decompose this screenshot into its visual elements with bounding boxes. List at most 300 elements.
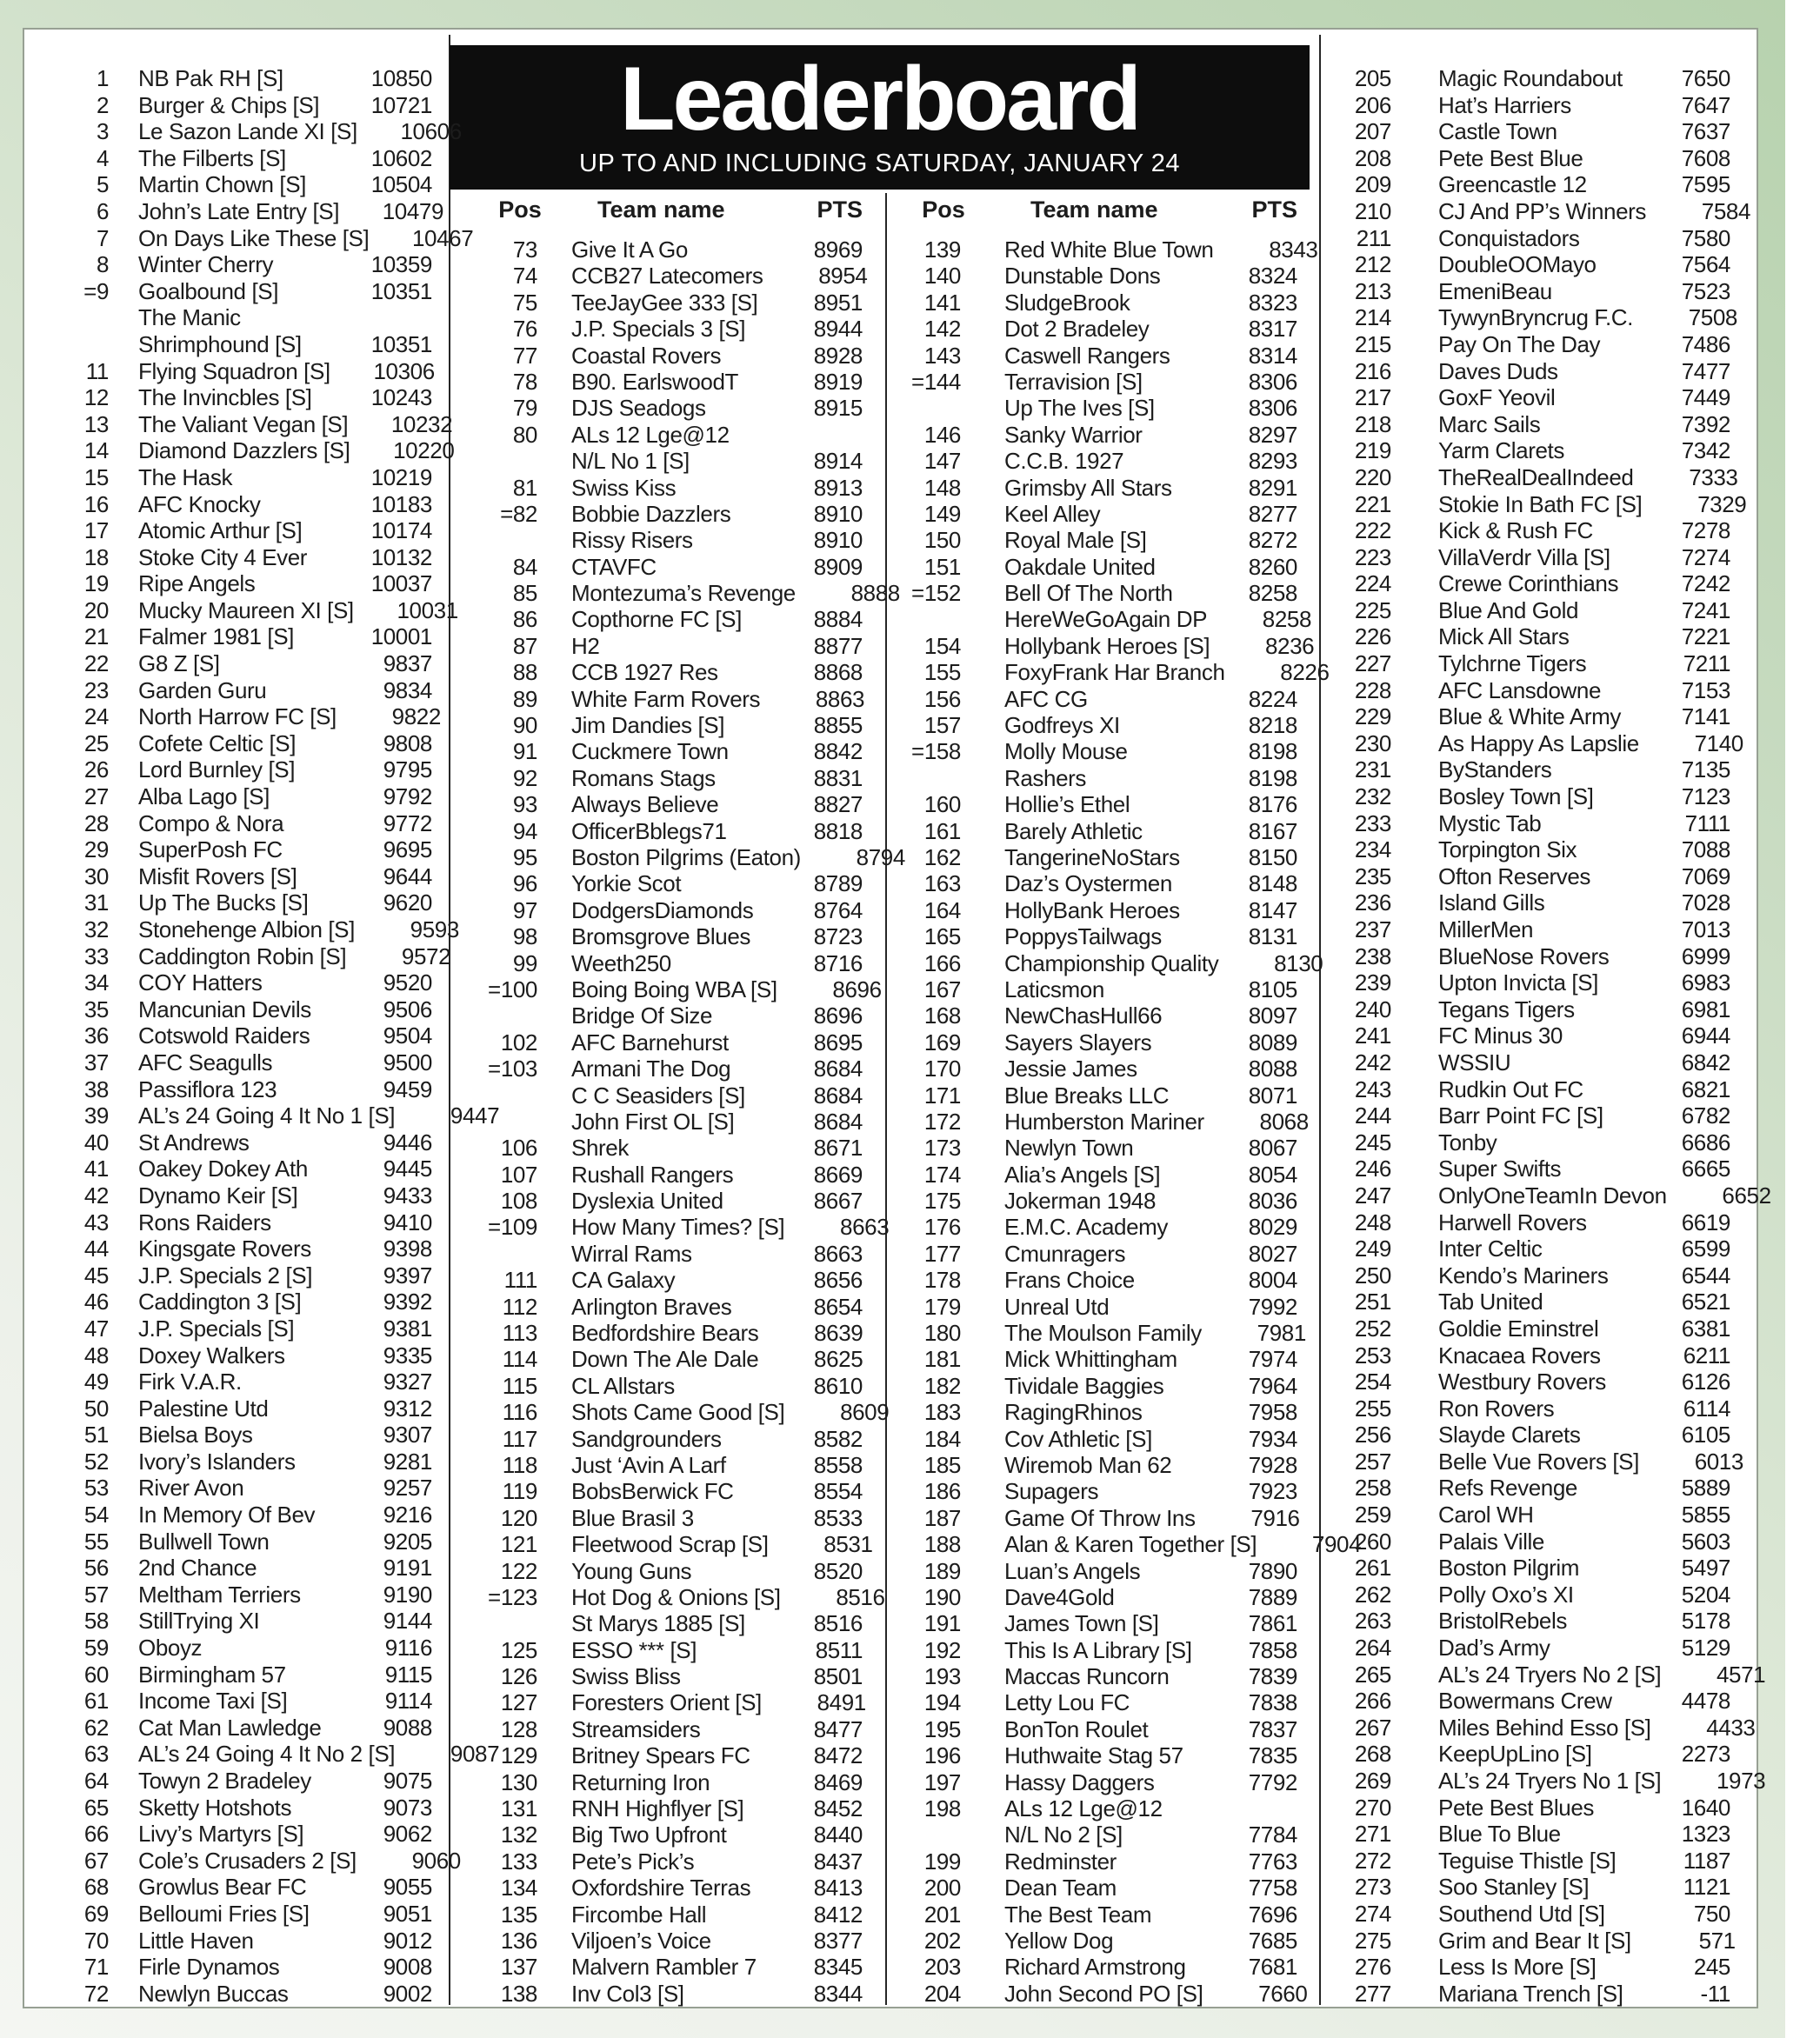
row-position: 58 bbox=[83, 1608, 109, 1635]
row-position: 1 bbox=[96, 65, 109, 91]
row-position: 264 bbox=[1354, 1635, 1391, 1662]
leaderboard-row bbox=[48, 1635, 432, 1662]
points: 8437 bbox=[813, 1848, 863, 1875]
leaderboard-row bbox=[48, 92, 432, 119]
leaderboard-row bbox=[48, 1289, 432, 1315]
row-position: 226 bbox=[1354, 623, 1391, 650]
leaderboard-row bbox=[477, 1478, 863, 1504]
row-position: 179 bbox=[923, 1293, 961, 1320]
row-position: 230 bbox=[1354, 729, 1391, 756]
leaderboard-row bbox=[48, 863, 432, 890]
leaderboard-row bbox=[477, 1531, 873, 1558]
row-position: 74 bbox=[512, 263, 537, 290]
leaderboard-row bbox=[48, 570, 432, 597]
points: 8625 bbox=[814, 1346, 863, 1373]
leaderboard-row bbox=[1330, 1475, 1730, 1502]
row-position: 139 bbox=[923, 236, 961, 263]
team-name: Conquistadors bbox=[1438, 224, 1580, 251]
points: 10351 bbox=[370, 330, 432, 357]
points: 7696 bbox=[1248, 1901, 1297, 1928]
row-position: 46 bbox=[83, 1289, 109, 1315]
points: 6126 bbox=[1681, 1369, 1730, 1395]
row-position: 218 bbox=[1354, 410, 1391, 437]
points: 8150 bbox=[1248, 843, 1297, 870]
points: 1121 bbox=[1683, 1874, 1730, 1901]
leaderboard-row bbox=[1330, 1422, 1730, 1449]
column-header-pts: PTS bbox=[817, 196, 863, 223]
row-position: 163 bbox=[923, 870, 961, 897]
row-position: 155 bbox=[923, 659, 961, 686]
row-position: 216 bbox=[1354, 357, 1391, 384]
leaderboard-row bbox=[1330, 1102, 1730, 1129]
row-position: 65 bbox=[83, 1794, 109, 1821]
team-name: Pay On The Day bbox=[1438, 330, 1601, 357]
leaderboard-row bbox=[1330, 836, 1730, 863]
team-name: PoppysTailwags bbox=[1004, 923, 1162, 950]
team-name: Tegans Tigers bbox=[1438, 996, 1575, 1022]
points: 8969 bbox=[813, 236, 863, 263]
points: 9075 bbox=[383, 1768, 432, 1794]
team-name: Tylchrne Tigers bbox=[1438, 650, 1587, 677]
team-name: Streamsiders bbox=[571, 1715, 701, 1742]
team-name: Teguise Thistle [S] bbox=[1438, 1847, 1617, 1874]
points: 8472 bbox=[813, 1742, 863, 1769]
points: 9327 bbox=[383, 1369, 432, 1395]
team-name: Wirral Rams bbox=[571, 1240, 692, 1267]
points: 9837 bbox=[383, 650, 432, 677]
row-position: 201 bbox=[923, 1901, 961, 1928]
team-name: Terravision [S] bbox=[1004, 368, 1143, 395]
team-name: Hassy Daggers bbox=[1004, 1768, 1155, 1795]
leaderboard-row bbox=[1330, 1741, 1730, 1768]
team-name: Bridge Of Size bbox=[571, 1002, 713, 1029]
row-position: 195 bbox=[923, 1715, 961, 1742]
points: 9695 bbox=[383, 836, 432, 863]
row-position: 160 bbox=[923, 791, 961, 818]
points: 8029 bbox=[1248, 1214, 1297, 1241]
points: 7861 bbox=[1248, 1610, 1297, 1637]
points: 8226 bbox=[1280, 659, 1330, 686]
points: 8789 bbox=[813, 870, 863, 897]
team-name: Ripe Angels bbox=[138, 570, 256, 597]
leaderboard-row bbox=[900, 1320, 1306, 1347]
leaderboard-row bbox=[1330, 171, 1730, 198]
team-name: River Avon bbox=[138, 1475, 244, 1502]
leaderboard-row bbox=[900, 1689, 1297, 1715]
leaderboard-row bbox=[900, 369, 1297, 395]
points: 9834 bbox=[383, 676, 432, 703]
points: 10606 bbox=[400, 118, 462, 145]
team-name: Fleetwood Scrap [S] bbox=[571, 1531, 769, 1558]
team-name: Maccas Runcorn bbox=[1004, 1663, 1170, 1690]
leaderboard-row bbox=[900, 923, 1297, 949]
row-position: 259 bbox=[1354, 1502, 1391, 1528]
row-position: 77 bbox=[512, 342, 537, 369]
row-position: 61 bbox=[83, 1688, 109, 1715]
leaderboard-row bbox=[1330, 92, 1730, 119]
team-name: Rissy Risers bbox=[571, 527, 693, 554]
points: 8258 bbox=[1248, 580, 1297, 607]
row-position: 40 bbox=[83, 1129, 109, 1156]
row-position: 15 bbox=[83, 463, 109, 490]
leaderboard-row bbox=[48, 544, 432, 571]
row-position: 134 bbox=[500, 1875, 537, 1901]
team-name: Little Haven bbox=[138, 1927, 254, 1954]
leaderboard-row bbox=[900, 395, 1297, 421]
team-name: Redminster bbox=[1004, 1848, 1117, 1875]
row-position: 261 bbox=[1354, 1555, 1391, 1582]
leaderboard-row bbox=[900, 1558, 1297, 1584]
points: 10220 bbox=[393, 437, 455, 464]
points: 5129 bbox=[1681, 1635, 1730, 1662]
row-position: 186 bbox=[923, 1478, 961, 1505]
points: 1973 bbox=[1716, 1768, 1766, 1794]
leaderboard-row bbox=[900, 976, 1297, 1002]
row-position: 95 bbox=[512, 843, 537, 870]
team-name: Always Believe bbox=[571, 791, 719, 818]
team-name: Inv Col3 [S] bbox=[571, 1980, 684, 2007]
team-name: Britney Spears FC bbox=[571, 1742, 750, 1769]
points: 9216 bbox=[383, 1502, 432, 1528]
points: 5204 bbox=[1681, 1581, 1730, 1608]
points: 7141 bbox=[1681, 703, 1730, 730]
points: 7140 bbox=[1694, 729, 1743, 756]
row-position: 248 bbox=[1354, 1209, 1391, 1235]
points: 7923 bbox=[1248, 1478, 1297, 1505]
points: 7637 bbox=[1681, 118, 1730, 145]
leaderboard-row bbox=[1330, 943, 1730, 970]
points: 5497 bbox=[1681, 1555, 1730, 1582]
team-name: Stokie In Bath FC [S] bbox=[1438, 490, 1643, 517]
points: 8696 bbox=[832, 976, 882, 1002]
team-name: HereWeGoAgain DP bbox=[1004, 606, 1208, 633]
leaderboard-row bbox=[48, 810, 432, 837]
points: 8910 bbox=[813, 500, 863, 527]
row-position: 187 bbox=[923, 1504, 961, 1531]
leaderboard-row bbox=[900, 1928, 1297, 1954]
points: 7934 bbox=[1248, 1425, 1297, 1452]
points: 10359 bbox=[370, 251, 432, 278]
points: 8831 bbox=[813, 764, 863, 791]
points: 7584 bbox=[1701, 197, 1751, 224]
points: 4478 bbox=[1681, 1688, 1730, 1715]
leaderboard-row bbox=[48, 1475, 432, 1502]
team-name: CJ And PP’s Winners bbox=[1438, 197, 1647, 224]
row-position: 45 bbox=[83, 1262, 109, 1289]
row-position: 256 bbox=[1354, 1422, 1391, 1449]
team-name: AFC Knocky bbox=[138, 490, 261, 517]
leaderboard-row bbox=[900, 475, 1297, 501]
team-name: Mystic Tab bbox=[1438, 809, 1542, 836]
team-name: ESSO *** [S] bbox=[571, 1636, 697, 1663]
team-name: Cuckmere Town bbox=[571, 738, 729, 765]
team-name: DodgersDiamonds bbox=[571, 896, 754, 923]
points: 5855 bbox=[1681, 1502, 1730, 1528]
leaderboard-row bbox=[48, 464, 432, 491]
team-name: Alba Lago [S] bbox=[138, 783, 270, 810]
points: 8696 bbox=[813, 1002, 863, 1029]
leaderboard-row bbox=[1330, 331, 1730, 358]
row-position: 48 bbox=[83, 1342, 109, 1369]
points: 8695 bbox=[813, 1029, 863, 1056]
team-name: The Filberts [S] bbox=[138, 144, 286, 171]
row-position: 180 bbox=[923, 1320, 961, 1347]
points: 6114 bbox=[1683, 1395, 1730, 1422]
row-position: 73 bbox=[512, 236, 537, 263]
points: 8377 bbox=[813, 1928, 863, 1954]
row-position: 251 bbox=[1354, 1289, 1391, 1315]
points: 8684 bbox=[813, 1082, 863, 1109]
row-position: 267 bbox=[1354, 1714, 1391, 1741]
team-name: Goldie Eminstrel bbox=[1438, 1315, 1599, 1342]
team-name: Belloumi Fries [S] bbox=[138, 1900, 310, 1927]
leaderboard-row bbox=[1330, 411, 1730, 438]
team-name: Towyn 2 Bradeley bbox=[138, 1768, 311, 1794]
row-position: 192 bbox=[923, 1636, 961, 1663]
team-name: This Is A Library [S] bbox=[1004, 1636, 1192, 1663]
team-name: Wiremob Man 62 bbox=[1004, 1451, 1172, 1478]
row-position: 161 bbox=[923, 817, 961, 844]
leaderboard-row bbox=[1330, 1022, 1730, 1049]
points: 9205 bbox=[383, 1528, 432, 1555]
points: 8919 bbox=[813, 368, 863, 395]
team-name: Goalbound [S] bbox=[138, 277, 279, 304]
team-name: Daz’s Oystermen bbox=[1004, 870, 1172, 897]
leaderboard-row bbox=[48, 1022, 432, 1049]
team-name: Kick & Rush FC bbox=[1438, 517, 1593, 544]
leaderboard-row bbox=[900, 580, 1297, 606]
points: 7111 bbox=[1684, 809, 1730, 836]
points: 6619 bbox=[1681, 1209, 1730, 1235]
points: 8293 bbox=[1248, 448, 1297, 475]
points: 9312 bbox=[383, 1395, 432, 1422]
team-name: Oxfordshire Terras bbox=[571, 1875, 751, 1901]
team-name: AFC Lansdowne bbox=[1438, 676, 1602, 703]
team-name: Miles Behind Esso [S] bbox=[1438, 1714, 1651, 1741]
points: 7685 bbox=[1248, 1928, 1297, 1954]
points: 7333 bbox=[1689, 463, 1738, 490]
points: 8147 bbox=[1248, 896, 1297, 923]
team-name: Luan’s Angels bbox=[1004, 1557, 1141, 1584]
row-position: 116 bbox=[502, 1399, 537, 1426]
team-name: Misfit Rovers [S] bbox=[138, 862, 297, 889]
points: 8663 bbox=[840, 1214, 890, 1241]
row-position: 209 bbox=[1354, 171, 1391, 198]
points: 8260 bbox=[1248, 553, 1297, 580]
leaderboard-row bbox=[477, 290, 863, 316]
points: 8345 bbox=[813, 1954, 863, 1981]
team-name: Marc Sails bbox=[1438, 410, 1541, 437]
team-name: Ofton Reserves bbox=[1438, 862, 1591, 889]
leaderboard-row bbox=[1330, 65, 1730, 92]
team-name: Alia’s Angels [S] bbox=[1004, 1161, 1161, 1188]
row-position: 133 bbox=[500, 1848, 537, 1875]
points: 8413 bbox=[813, 1875, 863, 1901]
row-position: 93 bbox=[512, 791, 537, 818]
row-position: 154 bbox=[923, 632, 961, 659]
team-name: Just ‘Avin A Larf bbox=[571, 1451, 726, 1478]
points: 10479 bbox=[382, 197, 444, 224]
leaderboard-row bbox=[900, 1954, 1297, 1980]
row-position: =100 bbox=[488, 976, 537, 1002]
page-title: Leaderboard bbox=[620, 49, 1139, 150]
points: 10467 bbox=[411, 224, 474, 251]
leaderboard-row bbox=[1330, 1235, 1730, 1262]
leaderboard-row bbox=[1330, 1129, 1730, 1156]
team-name: Daves Duds bbox=[1438, 357, 1558, 384]
points: 9644 bbox=[383, 862, 432, 889]
leaderboard-row bbox=[1330, 304, 1737, 331]
team-name: Fircombe Hall bbox=[571, 1901, 707, 1928]
row-position: 184 bbox=[923, 1425, 961, 1452]
team-name: Less Is More [S] bbox=[1438, 1954, 1597, 1981]
points: 8954 bbox=[818, 263, 868, 290]
points: 8639 bbox=[814, 1320, 863, 1347]
leaderboard-row bbox=[48, 1954, 432, 1981]
row-position: 190 bbox=[923, 1583, 961, 1610]
leaderboard-row bbox=[1330, 1182, 1771, 1209]
team-name: Yarm Clarets bbox=[1438, 437, 1564, 464]
team-name: Oboyz bbox=[138, 1635, 203, 1662]
points: 9397 bbox=[383, 1262, 432, 1289]
leaderboard-row bbox=[48, 1874, 432, 1901]
row-position: 142 bbox=[923, 316, 961, 343]
team-name: Yellow Dog bbox=[1004, 1928, 1114, 1954]
points: 8198 bbox=[1248, 764, 1297, 791]
leaderboard-row bbox=[1330, 1582, 1730, 1608]
team-name: Bedfordshire Bears bbox=[571, 1320, 759, 1347]
team-name: G8 Z [S] bbox=[138, 650, 220, 677]
points: 1187 bbox=[1683, 1847, 1730, 1874]
row-position: 76 bbox=[512, 316, 537, 343]
points: 9281 bbox=[383, 1448, 432, 1475]
leaderboard-row bbox=[477, 1663, 863, 1689]
team-name: Palais Ville bbox=[1438, 1528, 1544, 1555]
row-position: 266 bbox=[1354, 1688, 1391, 1715]
points: 7564 bbox=[1681, 251, 1730, 278]
leaderboard-row bbox=[1330, 1528, 1730, 1555]
points: 8516 bbox=[813, 1610, 863, 1637]
team-name: Carol WH bbox=[1438, 1502, 1534, 1528]
points: 9392 bbox=[383, 1289, 432, 1315]
points: 7508 bbox=[1688, 304, 1737, 331]
row-position: 52 bbox=[83, 1448, 109, 1475]
points: 10183 bbox=[370, 490, 432, 517]
team-name: Diamond Dazzlers [S] bbox=[138, 437, 350, 464]
leaderboard-row bbox=[900, 870, 1297, 896]
row-position: 91 bbox=[512, 738, 537, 765]
leaderboard-row bbox=[48, 1847, 461, 1875]
row-position: 254 bbox=[1354, 1369, 1391, 1395]
points: 8868 bbox=[813, 659, 863, 686]
leaderboard-row bbox=[48, 1795, 432, 1822]
points: 8071 bbox=[1248, 1082, 1297, 1109]
team-name: Doxey Walkers bbox=[138, 1342, 285, 1369]
team-name: Malvern Rambler 7 bbox=[571, 1954, 757, 1981]
row-position: 220 bbox=[1354, 463, 1391, 490]
leaderboard-row bbox=[900, 1875, 1297, 1901]
points: 8469 bbox=[813, 1768, 863, 1795]
row-position: 50 bbox=[83, 1395, 109, 1422]
row-position: 173 bbox=[923, 1135, 961, 1162]
points: 9073 bbox=[383, 1794, 432, 1821]
row-position: 38 bbox=[83, 1076, 109, 1102]
points: 8656 bbox=[813, 1267, 863, 1294]
points: 8054 bbox=[1248, 1161, 1297, 1188]
points: 8317 bbox=[1248, 316, 1297, 343]
row-position: 166 bbox=[923, 949, 961, 976]
team-name: Mariana Trench [S] bbox=[1438, 1980, 1623, 2007]
team-name: Knacaea Rovers bbox=[1438, 1342, 1601, 1369]
leaderboard-row bbox=[477, 1452, 863, 1478]
points: 6652 bbox=[1722, 1182, 1771, 1209]
row-position: 250 bbox=[1354, 1262, 1391, 1289]
leaderboard-row bbox=[900, 1294, 1297, 1320]
leaderboard-row bbox=[48, 1156, 432, 1182]
row-position: 18 bbox=[83, 543, 109, 570]
leaderboard-row bbox=[1330, 1315, 1730, 1342]
points: 9335 bbox=[383, 1342, 432, 1369]
points: 8609 bbox=[840, 1399, 890, 1426]
row-position: 215 bbox=[1354, 330, 1391, 357]
leaderboard-row bbox=[477, 1294, 863, 1320]
row-position: 275 bbox=[1354, 1927, 1391, 1954]
team-name: SuperPosh FC bbox=[138, 836, 283, 863]
points: 8131 bbox=[1248, 923, 1297, 950]
row-position: 213 bbox=[1354, 277, 1391, 304]
points: 245 bbox=[1693, 1954, 1730, 1981]
leaderboard-row bbox=[1330, 623, 1730, 650]
row-position: 172 bbox=[923, 1108, 961, 1135]
row-position: 235 bbox=[1354, 862, 1391, 889]
leaderboard-row bbox=[477, 527, 863, 553]
points: 8236 bbox=[1264, 632, 1315, 659]
points: 5889 bbox=[1681, 1475, 1730, 1502]
row-position: 4 bbox=[96, 144, 109, 171]
team-name: AL’s 24 Tryers No 2 [S] bbox=[1438, 1661, 1662, 1688]
row-position: 90 bbox=[512, 712, 537, 739]
points: 8130 bbox=[1274, 949, 1323, 976]
points: 7916 bbox=[1250, 1504, 1300, 1531]
leaderboard-row bbox=[477, 897, 863, 923]
row-position: 60 bbox=[83, 1661, 109, 1688]
team-name: Garden Guru bbox=[138, 676, 267, 703]
points: 8884 bbox=[813, 606, 863, 633]
points: 750 bbox=[1693, 1900, 1730, 1927]
leaderboard-row bbox=[900, 1716, 1297, 1742]
leaderboard-row bbox=[1330, 1901, 1730, 1928]
points: 8258 bbox=[1262, 606, 1312, 633]
leaderboard-row bbox=[1330, 650, 1730, 677]
leaderboard-row bbox=[1330, 1848, 1730, 1875]
row-position: 181 bbox=[923, 1346, 961, 1373]
team-name: Stoke City 4 Ever bbox=[138, 543, 308, 570]
row-position: 5 bbox=[96, 171, 109, 198]
leaderboard-row bbox=[900, 1822, 1297, 1848]
points: 7153 bbox=[1681, 676, 1730, 703]
leaderboard-row bbox=[1330, 916, 1730, 943]
leaderboard-row bbox=[900, 1452, 1297, 1478]
row-position: 30 bbox=[83, 862, 109, 889]
leaderboard-row bbox=[900, 1769, 1297, 1795]
leaderboard-row bbox=[48, 357, 435, 385]
points: 8610 bbox=[813, 1372, 863, 1399]
row-position: 126 bbox=[500, 1663, 537, 1690]
team-name: Barely Athletic bbox=[1004, 817, 1143, 844]
points: 6665 bbox=[1681, 1156, 1730, 1182]
points: 1323 bbox=[1681, 1821, 1730, 1848]
team-name: Southend Utd [S] bbox=[1438, 1900, 1605, 1927]
